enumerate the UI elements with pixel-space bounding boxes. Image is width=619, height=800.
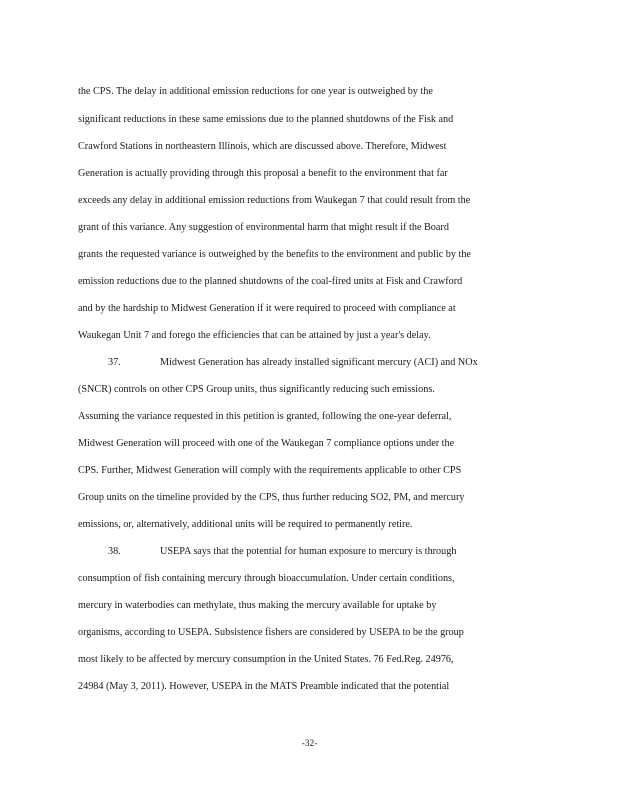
- body-line: exceeds any delay in additional emission reductions from Waukegan 7 that could result from the: [78, 195, 471, 206]
- body-line: Generation is actually providing through this proposal a benefit to the environment that far: [78, 168, 448, 179]
- body-line: Group units on the timeline provided by the CPS, thus further reducing SO2, PM, and mercury: [78, 492, 465, 503]
- body-line: Crawford Stations in northeastern Illinois, which are discussed above. Therefore, Midwest: [78, 141, 447, 152]
- body-line: Waukegan Unit 7 and forego the efficiencies that can be attained by just a year's delay.: [78, 330, 431, 341]
- body-line: Assuming the variance requested in this petition is granted, following the one-year deferral,: [78, 411, 452, 422]
- paragraph-text: USEPA says that the potential for human exposure to mercury is through: [160, 546, 457, 557]
- paragraph-37-first-line: [78, 356, 548, 370]
- body-line: 24984 (May 3, 2011). However, USEPA in the MATS Preamble indicated that the potential: [78, 681, 450, 692]
- body-line: mercury in waterbodies can methylate, thus making the mercury available for uptake by: [78, 600, 437, 611]
- paragraph-number: 37.: [108, 357, 121, 368]
- body-line: Midwest Generation will proceed with one of the Waukegan 7 compliance options under the: [78, 438, 455, 449]
- body-line: grants the requested variance is outweighed by the benefits to the environment and public by the: [78, 249, 471, 260]
- paragraph-text: Midwest Generation has already installed significant mercury (ACI) and NOx: [160, 357, 478, 368]
- body-line: the CPS. The delay in additional emission reductions for one year is outweighed by the: [78, 86, 433, 97]
- body-line: and by the hardship to Midwest Generation if it were required to proceed with compliance at: [78, 303, 456, 314]
- body-line: consumption of fish containing mercury through bioaccumulation. Under certain conditions,: [78, 573, 455, 584]
- paragraph-38-first-line: [78, 545, 548, 559]
- body-line: organisms, according to USEPA. Subsistence fishers are considered by USEPA to be the group: [78, 627, 464, 638]
- page-number: -32-: [301, 739, 318, 749]
- body-line: significant reductions in these same emissions due to the planned shutdowns of the Fisk and: [78, 114, 454, 125]
- body-line: emission reductions due to the planned shutdowns of the coal-fired units at Fisk and Crawford: [78, 276, 463, 287]
- body-line: emissions, or, alternatively, additional units will be required to permanently retire.: [78, 519, 413, 530]
- body-line: grant of this variance. Any suggestion of environmental harm that might result if the Board: [78, 222, 449, 233]
- paragraph-number: 38.: [108, 546, 121, 557]
- body-line: CPS. Further, Midwest Generation will comply with the requirements applicable to other CPS: [78, 465, 462, 476]
- body-line: most likely to be affected by mercury consumption in the United States. 76 Fed.Reg. 24976,: [78, 654, 454, 665]
- body-line: (SNCR) controls on other CPS Group units, thus significantly reducing such emissions.: [78, 384, 435, 395]
